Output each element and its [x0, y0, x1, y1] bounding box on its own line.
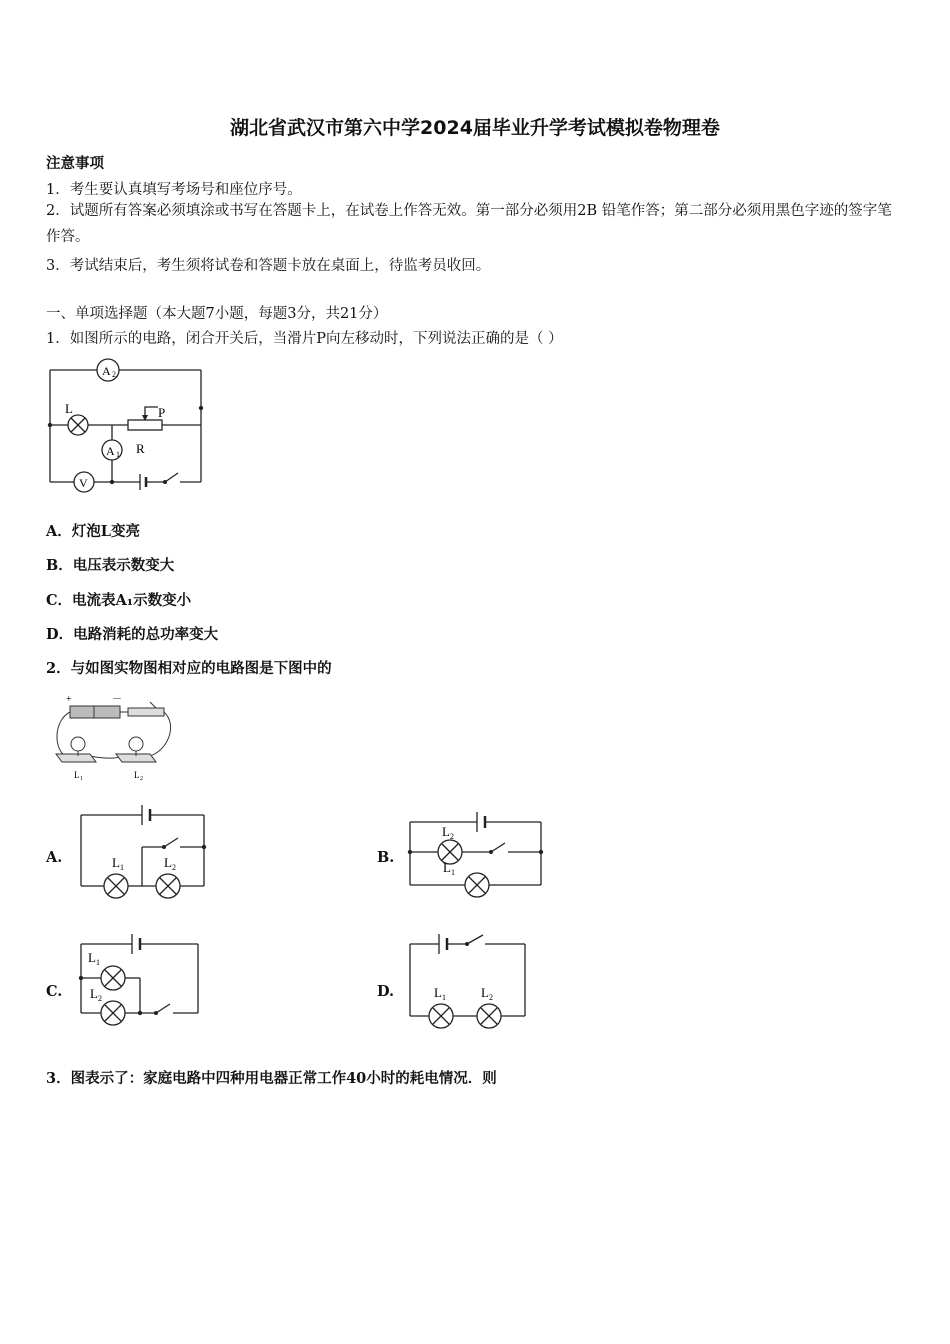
q1-option-c: C．电流表A₁示数变小 — [46, 592, 192, 609]
q2-option-a-label: A. — [46, 849, 63, 866]
svg-text:L: L — [88, 950, 96, 965]
q1-option-a: A．灯泡L变亮 — [46, 523, 140, 540]
section-heading: 一、单项选择题（本大题7小题，每题3分，共21分） — [46, 306, 388, 322]
notice-heading: 注意事项 — [46, 155, 104, 172]
svg-text:A: A — [106, 444, 115, 458]
q2-option-c-circuit — [76, 930, 206, 1030]
notice-item-2: 2．试题所有答案必须填涂或书写在答题卡上，在试卷上作答无效。第一部分必须用2B 铅笔作答；第二部分必须用黑色字迹的签字笔作答。 — [46, 203, 892, 245]
q1-option-b: B．电压表示数变大 — [46, 557, 175, 574]
svg-text:1: 1 — [442, 993, 446, 1002]
q2-option-b-label: B. — [377, 849, 395, 866]
svg-text:1: 1 — [96, 958, 100, 967]
svg-text:L: L — [442, 824, 450, 839]
svg-text:2: 2 — [450, 832, 454, 841]
svg-text:L: L — [134, 770, 140, 780]
svg-text:1: 1 — [116, 450, 120, 459]
q2-physical-circuit — [50, 690, 175, 785]
svg-text:L: L — [74, 770, 80, 780]
svg-text:P: P — [158, 405, 166, 420]
q2-option-d-circuit — [405, 930, 535, 1030]
q1-option-d: D．电路消耗的总功率变大 — [46, 626, 219, 643]
page-title: 湖北省武汉市第六中学2024届毕业升学考试模拟卷物理卷 — [230, 117, 720, 139]
svg-text:－: － — [112, 694, 122, 705]
svg-text:2: 2 — [172, 863, 176, 872]
svg-text:R: R — [136, 441, 145, 456]
svg-text:2: 2 — [489, 993, 493, 1002]
q2-option-b-circuit — [405, 808, 550, 903]
q3-stem: 3．图表示了：家庭电路中四种用电器正常工作40小时的耗电情况．则 — [46, 1070, 497, 1087]
svg-text:A: A — [102, 364, 111, 378]
svg-text:V: V — [79, 476, 88, 490]
q1-circuit-diagram — [40, 355, 215, 500]
q1-stem: 1．如图所示的电路，闭合开关后，当滑片P向左移动时，下列说法正确的是（ ） — [46, 331, 563, 347]
svg-text:+: + — [66, 694, 72, 705]
svg-text:1: 1 — [80, 776, 83, 782]
q2-option-a-circuit — [76, 800, 211, 900]
q2-option-c-label: C. — [46, 983, 63, 1000]
svg-text:L: L — [112, 855, 120, 870]
svg-text:L: L — [434, 985, 442, 1000]
svg-text:L: L — [90, 986, 98, 1001]
svg-text:2: 2 — [98, 994, 102, 1003]
svg-text:2: 2 — [140, 776, 143, 782]
svg-text:2: 2 — [112, 370, 116, 379]
q2-stem: 2．与如图实物图相对应的电路图是下图中的 — [46, 660, 332, 677]
svg-text:1: 1 — [451, 868, 455, 877]
svg-text:L: L — [443, 860, 451, 875]
svg-text:L: L — [481, 985, 489, 1000]
svg-text:1: 1 — [120, 863, 124, 872]
notice-item-1: 1．考生要认真填写考场号和座位序号。 — [46, 182, 302, 198]
svg-text:L: L — [164, 855, 172, 870]
svg-text:L: L — [65, 401, 73, 416]
q2-option-d-label: D. — [377, 983, 395, 1000]
notice-item-3: 3．考试结束后，考生须将试卷和答题卡放在桌面上，待监考员收回。 — [46, 258, 491, 274]
